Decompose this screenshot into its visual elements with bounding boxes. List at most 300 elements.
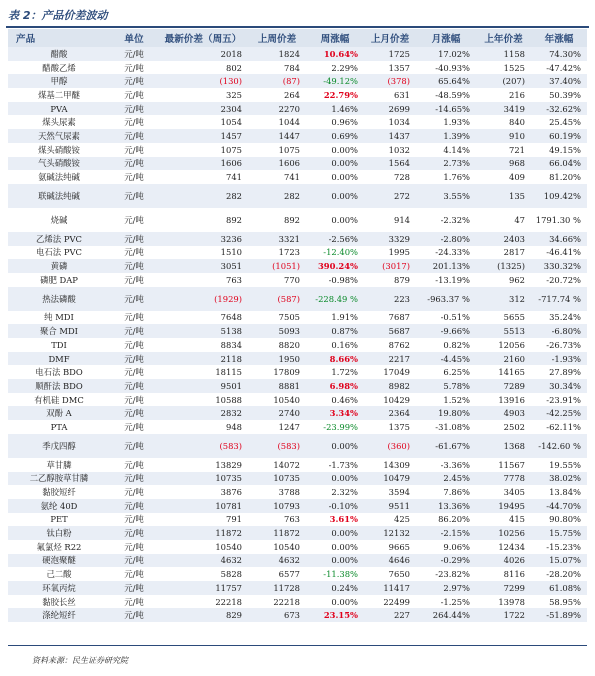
unit-cell: 元/吨 [110, 157, 158, 171]
product-cell: 醋酸 [8, 47, 110, 61]
year-change-cell: -32.62% [531, 102, 587, 116]
table-row [8, 287, 587, 311]
year-change-cell: 27.89% [549, 367, 581, 378]
product-cell: PVA [8, 102, 110, 116]
unit-cell: 元/吨 [110, 129, 158, 143]
last-year-cell: 13978 [498, 596, 525, 607]
last-week-cell: 784 [284, 62, 300, 73]
last-week-cell: 1824 [248, 47, 306, 61]
table-row [8, 581, 587, 595]
last-year-cell: 2817 [503, 247, 525, 258]
last-week-cell: (583) [248, 434, 306, 458]
table-row [8, 184, 587, 208]
last-year-cell: 1722 [476, 608, 531, 622]
table-row [8, 129, 587, 143]
last-month-cell: 223 [364, 287, 416, 311]
last-year-cell: 3419 [476, 102, 531, 116]
table-row [8, 232, 587, 246]
unit-cell: 元/吨 [110, 554, 158, 568]
week-change-cell: 1.72% [331, 367, 358, 378]
year-change-cell: -62.11% [546, 421, 581, 432]
last-week-cell: 17809 [273, 367, 300, 378]
latest-cell: 10540 [215, 541, 242, 552]
month-change-cell: 3.55% [416, 184, 476, 208]
last-year-cell: 1525 [503, 62, 525, 73]
year-change-cell: 49.15% [549, 144, 581, 155]
month-change-cell: -13.19% [435, 274, 470, 285]
latest-cell: 3051 [158, 259, 248, 273]
table-row [8, 393, 587, 407]
latest-cell: 22218 [215, 596, 242, 607]
latest-cell: 892 [226, 214, 242, 225]
last-month-cell: 9665 [388, 541, 410, 552]
header-week-change: 周涨幅 [306, 29, 364, 47]
last-month-cell: 2699 [364, 102, 416, 116]
month-change-cell: -61.67% [416, 434, 476, 458]
month-change-cell: 17.02% [416, 47, 476, 61]
last-week-cell: 770 [284, 274, 300, 285]
product-cell: 钛白粉 [8, 526, 110, 540]
header-unit: 单位 [110, 29, 158, 47]
last-month-cell: 3594 [388, 487, 410, 498]
latest-cell: (583) [158, 434, 248, 458]
latest-cell: 13829 [215, 459, 242, 470]
table-row [8, 554, 587, 568]
week-change-cell: 0.00% [306, 434, 364, 458]
last-year-cell: 2502 [503, 421, 525, 432]
year-change-cell: 109.42% [531, 184, 587, 208]
product-cell: 电石法 BDO [35, 367, 83, 378]
week-change-cell: 0.00% [306, 472, 364, 486]
month-change-cell: 13.36% [416, 499, 476, 513]
product-cell: 涤纶短纤 [8, 608, 110, 622]
table-row [8, 406, 587, 420]
week-change-cell: 2.32% [331, 487, 358, 498]
product-cell: 乙烯法 PVC [8, 232, 110, 246]
product-cell: 煤基二甲醚 [38, 89, 80, 100]
last-month-cell: 7687 [388, 312, 410, 323]
year-change-cell: -47.42% [546, 62, 581, 73]
product-cell: 草甘膦 [46, 459, 72, 470]
unit-cell: 元/吨 [124, 394, 144, 405]
last-month-cell: 1564 [364, 157, 416, 171]
year-change-cell: 15.75% [531, 526, 587, 540]
product-cell: 黄磷 [8, 259, 110, 273]
header-latest: 最新价差（周五） [158, 29, 248, 47]
last-year-cell: (207) [476, 74, 531, 88]
month-change-cell: 86.20% [438, 514, 470, 525]
latest-cell: 2018 [158, 47, 248, 61]
product-cell: TDI [51, 339, 67, 350]
year-change-cell: 37.40% [531, 74, 587, 88]
last-week-cell: 1247 [278, 421, 300, 432]
week-change-cell: 0.00% [306, 554, 364, 568]
product-cell: PET [50, 514, 68, 525]
month-change-cell: 0.82% [443, 339, 470, 350]
product-cell: 聚合 MDI [8, 324, 110, 338]
last-month-cell: 425 [394, 514, 410, 525]
latest-cell: 10781 [158, 499, 248, 513]
last-week-cell: 741 [284, 172, 300, 183]
unit-cell: 元/吨 [124, 487, 144, 498]
table-bottom-rule [8, 645, 587, 646]
unit-cell: 元/吨 [124, 62, 144, 73]
product-cell: 纯 MDI [44, 312, 74, 323]
price-spread-table [8, 29, 587, 622]
week-change-cell: 0.00% [306, 184, 364, 208]
last-week-cell: 3788 [278, 487, 300, 498]
header-product: 产品 [8, 29, 110, 47]
last-year-cell: 12056 [498, 339, 525, 350]
table-row [8, 273, 587, 287]
last-year-cell: 7289 [476, 379, 531, 393]
unit-cell: 元/吨 [124, 144, 144, 155]
header-last-year: 上年价差 [476, 29, 531, 47]
unit-cell: 元/吨 [124, 367, 144, 378]
month-change-cell: -0.51% [440, 312, 470, 323]
last-month-cell: 17049 [383, 367, 410, 378]
latest-cell: 741 [226, 172, 242, 183]
latest-cell: 5138 [158, 324, 248, 338]
week-change-cell: -0.98% [328, 274, 358, 285]
unit-cell: 元/吨 [124, 247, 144, 258]
unit-cell: 元/吨 [110, 526, 158, 540]
month-change-cell: 6.25% [443, 367, 470, 378]
month-change-cell: -23.82% [435, 569, 470, 580]
latest-cell: 10735 [158, 472, 248, 486]
unit-cell: 元/吨 [110, 232, 158, 246]
last-week-cell: 10735 [248, 472, 306, 486]
latest-cell: 5828 [220, 569, 242, 580]
last-week-cell: 2740 [248, 406, 306, 420]
table-row [8, 143, 587, 157]
last-year-cell: 312 [476, 287, 531, 311]
year-change-cell: 60.19% [531, 129, 587, 143]
week-change-cell: -11.38% [323, 569, 358, 580]
latest-cell: (1929) [158, 287, 248, 311]
last-week-cell: 282 [248, 184, 306, 208]
unit-cell: 元/吨 [124, 172, 144, 183]
year-change-cell: -6.80% [531, 324, 587, 338]
last-week-cell: 11872 [248, 526, 306, 540]
table-row [8, 74, 587, 88]
latest-cell: 802 [226, 62, 242, 73]
last-week-cell: 1075 [278, 144, 300, 155]
table-row [8, 88, 587, 102]
month-change-cell: 9.06% [443, 541, 470, 552]
table-row [8, 246, 587, 260]
latest-cell: (130) [158, 74, 248, 88]
month-change-cell: -2.80% [416, 232, 476, 246]
product-cell: 天然气尿素 [8, 129, 110, 143]
last-month-cell: (378) [364, 74, 416, 88]
year-change-cell: -142.60 % [531, 434, 587, 458]
week-change-cell: -0.10% [306, 499, 364, 513]
last-week-cell: 10540 [273, 394, 300, 405]
latest-cell: 829 [158, 608, 248, 622]
week-change-cell: 8.66% [306, 352, 364, 366]
week-change-cell: 0.00% [331, 596, 358, 607]
last-year-cell: 14165 [498, 367, 525, 378]
last-month-cell: 2217 [364, 352, 416, 366]
table-row [8, 208, 587, 232]
last-month-cell: 1032 [388, 144, 410, 155]
latest-cell: 4632 [158, 554, 248, 568]
last-week-cell: 3321 [248, 232, 306, 246]
last-month-cell: 227 [364, 608, 416, 622]
last-week-cell: (1051) [248, 259, 306, 273]
unit-cell: 元/吨 [110, 608, 158, 622]
table-row [8, 338, 587, 352]
latest-cell: 2832 [158, 406, 248, 420]
month-change-cell: 4.14% [443, 144, 470, 155]
latest-cell: 7648 [220, 312, 242, 323]
week-change-cell: 0.00% [331, 172, 358, 183]
last-year-cell: 1368 [476, 434, 531, 458]
table-row [8, 379, 587, 393]
header-row [8, 29, 587, 47]
week-change-cell: 23.15% [306, 608, 364, 622]
table-row [8, 595, 587, 609]
last-year-cell: 216 [509, 89, 525, 100]
unit-cell: 元/吨 [110, 434, 158, 458]
month-change-cell: 2.45% [416, 472, 476, 486]
table-row [8, 352, 587, 366]
year-change-cell: -20.72% [546, 274, 581, 285]
last-month-cell: 1437 [364, 129, 416, 143]
year-change-cell: 1791.30 % [535, 214, 581, 225]
product-cell: 硬泡聚醚 [8, 554, 110, 568]
unit-cell: 元/吨 [124, 89, 144, 100]
product-cell: 顺酐法 BDO [8, 379, 110, 393]
product-cell: 氨纶 40D [8, 499, 110, 513]
table-row [8, 608, 587, 622]
week-change-cell: 3.34% [306, 406, 364, 420]
week-change-cell: 0.00% [331, 214, 358, 225]
last-year-cell: 415 [509, 514, 525, 525]
month-change-cell: -48.59% [435, 89, 470, 100]
table-row [8, 472, 587, 486]
year-change-cell: -1.93% [531, 352, 587, 366]
last-year-cell: 1158 [476, 47, 531, 61]
unit-cell: 元/吨 [124, 214, 144, 225]
last-month-cell: 8762 [388, 339, 410, 350]
header-year-change: 年涨幅 [531, 29, 587, 47]
product-cell: 己二酸 [46, 569, 72, 580]
product-cell: DMF [8, 352, 110, 366]
month-change-cell: 1.52% [443, 394, 470, 405]
last-month-cell: 1725 [364, 47, 416, 61]
unit-cell: 元/吨 [110, 352, 158, 366]
month-change-cell: -3.36% [440, 459, 470, 470]
latest-cell: 948 [226, 421, 242, 432]
month-change-cell: -2.15% [416, 526, 476, 540]
unit-cell: 元/吨 [124, 421, 144, 432]
latest-cell: 2118 [158, 352, 248, 366]
last-year-cell: 5655 [503, 312, 525, 323]
month-change-cell: -4.45% [416, 352, 476, 366]
year-change-cell: 330.32% [531, 259, 587, 273]
last-year-cell: 409 [509, 172, 525, 183]
last-month-cell: 9511 [364, 499, 416, 513]
year-change-cell: -44.70% [531, 499, 587, 513]
latest-cell: 1075 [220, 144, 242, 155]
product-cell: 二乙醇胺草甘膦 [8, 472, 110, 486]
table-row [8, 102, 587, 116]
table-row [8, 513, 587, 527]
last-month-cell: 879 [394, 274, 410, 285]
unit-cell: 元/吨 [124, 459, 144, 470]
header-last-month: 上月价差 [364, 29, 416, 47]
week-change-cell: 1.46% [306, 102, 364, 116]
year-change-cell: 74.30% [531, 47, 587, 61]
latest-cell: 1054 [220, 117, 242, 128]
product-cell: 磷肥 DAP [40, 274, 78, 285]
last-week-cell: 5093 [248, 324, 306, 338]
table-row [8, 458, 587, 472]
unit-cell: 元/吨 [110, 184, 158, 208]
last-month-cell: 1357 [388, 62, 410, 73]
latest-cell: 1606 [158, 157, 248, 171]
table-row [8, 61, 587, 75]
month-change-cell: -2.32% [440, 214, 470, 225]
week-change-cell: 0.00% [306, 157, 364, 171]
unit-cell: 元/吨 [110, 324, 158, 338]
year-change-cell: -46.41% [546, 247, 581, 258]
month-change-cell: 2.97% [416, 581, 476, 595]
month-change-cell: -0.29% [416, 554, 476, 568]
week-change-cell: -2.56% [306, 232, 364, 246]
last-week-cell: (87) [248, 74, 306, 88]
year-change-cell: 90.80% [549, 514, 581, 525]
last-week-cell: 7505 [278, 312, 300, 323]
year-change-cell: 35.24% [549, 312, 581, 323]
month-change-cell: -9.66% [416, 324, 476, 338]
week-change-cell: 0.69% [306, 129, 364, 143]
last-week-cell: 8820 [278, 339, 300, 350]
last-month-cell: 1375 [388, 421, 410, 432]
month-change-cell: -1.25% [440, 596, 470, 607]
product-cell: 有机硅 DMC [34, 394, 84, 405]
latest-cell: 282 [158, 184, 248, 208]
year-change-cell: -15.23% [546, 541, 581, 552]
week-change-cell: -228.49 % [306, 287, 364, 311]
year-change-cell: 15.07% [531, 554, 587, 568]
latest-cell: 791 [226, 514, 242, 525]
last-year-cell: 8116 [503, 569, 525, 580]
month-change-cell: -24.33% [435, 247, 470, 258]
last-week-cell: 2270 [248, 102, 306, 116]
year-change-cell: 25.45% [549, 117, 581, 128]
last-month-cell: 14309 [383, 459, 410, 470]
unit-cell: 元/吨 [124, 596, 144, 607]
last-week-cell: 673 [248, 608, 306, 622]
unit-cell: 元/吨 [110, 102, 158, 116]
year-change-cell: 19.55% [549, 459, 581, 470]
unit-cell: 元/吨 [110, 74, 158, 88]
unit-cell: 元/吨 [124, 514, 144, 525]
last-month-cell: 2364 [364, 406, 416, 420]
year-change-cell: -23.91% [546, 394, 581, 405]
last-week-cell: 892 [284, 214, 300, 225]
year-change-cell: -42.25% [531, 406, 587, 420]
last-week-cell: (587) [248, 287, 306, 311]
latest-cell: 2304 [158, 102, 248, 116]
year-change-cell: 61.08% [531, 581, 587, 595]
month-change-cell: 1.76% [443, 172, 470, 183]
week-change-cell: 0.00% [331, 144, 358, 155]
title-bar [6, 4, 589, 28]
product-cell: 氨碱法纯碱 [38, 172, 80, 183]
year-change-cell: 38.02% [531, 472, 587, 486]
last-year-cell: 2160 [476, 352, 531, 366]
last-week-cell: 22218 [273, 596, 300, 607]
unit-cell: 元/吨 [110, 406, 158, 420]
last-year-cell: 12434 [498, 541, 525, 552]
unit-cell: 元/吨 [110, 379, 158, 393]
last-week-cell: 264 [284, 89, 300, 100]
unit-cell: 元/吨 [124, 117, 144, 128]
year-change-cell: 58.95% [549, 596, 581, 607]
week-change-cell: 10.64% [306, 47, 364, 61]
last-month-cell: 5687 [364, 324, 416, 338]
last-week-cell: 8881 [248, 379, 306, 393]
product-cell: 醋酸乙烯 [42, 62, 76, 73]
last-year-cell: 840 [509, 117, 525, 128]
last-week-cell: 4632 [248, 554, 306, 568]
week-change-cell: 1.91% [331, 312, 358, 323]
table-row [8, 567, 587, 581]
last-year-cell: 962 [509, 274, 525, 285]
unit-cell: 元/吨 [124, 541, 144, 552]
week-change-cell: -49.12% [306, 74, 364, 88]
latest-cell: 1457 [158, 129, 248, 143]
source-note: 资料来源：民生证券研究院 [32, 656, 128, 665]
last-week-cell: 1723 [278, 247, 300, 258]
year-change-cell: -26.73% [546, 339, 581, 350]
table-row [8, 259, 587, 273]
last-month-cell: 728 [394, 172, 410, 183]
product-cell: 双酚 A [8, 406, 110, 420]
table-row [8, 365, 587, 379]
latest-cell: 3876 [220, 487, 242, 498]
last-year-cell: 3405 [503, 487, 525, 498]
latest-cell: 18115 [215, 367, 242, 378]
product-cell: 烧碱 [50, 214, 68, 225]
week-change-cell: 2.29% [331, 62, 358, 73]
month-change-cell: 5.78% [416, 379, 476, 393]
month-change-cell: 1.39% [416, 129, 476, 143]
table-row [8, 434, 587, 458]
last-month-cell: 631 [394, 89, 410, 100]
latest-cell: 1510 [220, 247, 242, 258]
month-change-cell: 7.86% [443, 487, 470, 498]
week-change-cell: 0.87% [306, 324, 364, 338]
last-year-cell: 7778 [476, 472, 531, 486]
month-change-cell: -14.65% [416, 102, 476, 116]
last-month-cell: 22499 [383, 596, 410, 607]
last-year-cell: 10256 [476, 526, 531, 540]
table-row [8, 170, 587, 184]
product-cell: 环氧丙烷 [8, 581, 110, 595]
product-cell: 黏胶长丝 [42, 596, 76, 607]
table-row [8, 311, 587, 325]
last-week-cell: 11728 [248, 581, 306, 595]
unit-cell: 元/吨 [124, 274, 144, 285]
month-change-cell: 264.44% [416, 608, 476, 622]
last-week-cell: 1606 [248, 157, 306, 171]
year-change-cell: -51.89% [531, 608, 587, 622]
